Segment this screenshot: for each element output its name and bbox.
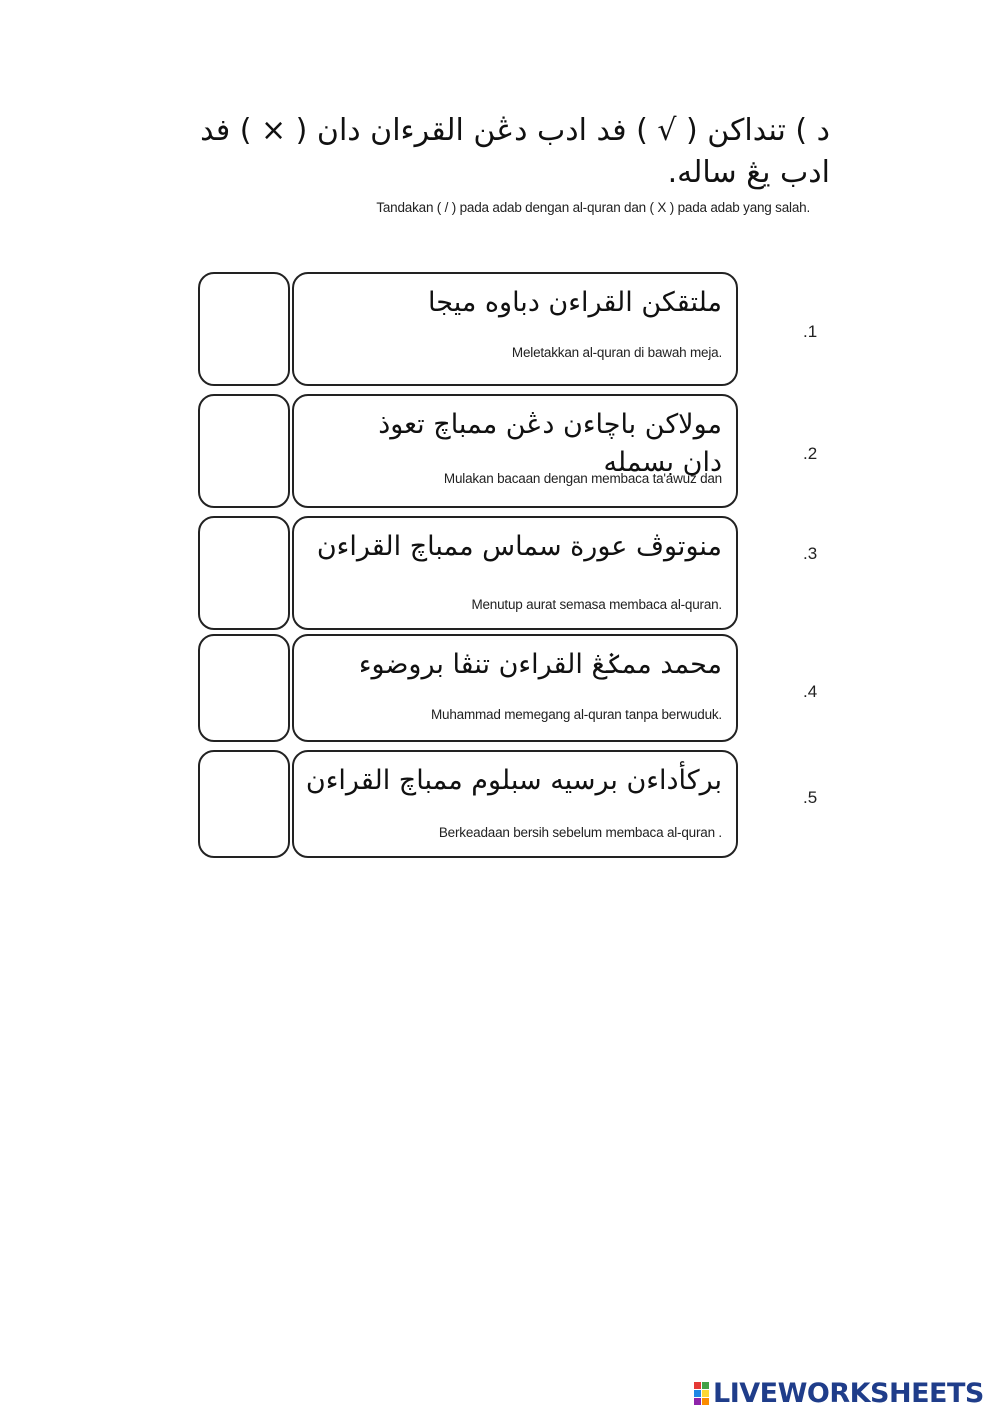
- question-row-2: [198, 394, 848, 508]
- question-box-2: [292, 394, 738, 508]
- question-jawi-4: محمد ممݢڠ القراءن تنڤا بروضوء: [358, 649, 722, 680]
- question-number-5: .5: [803, 788, 818, 807]
- logo-square: [702, 1382, 709, 1389]
- answer-box-4[interactable]: [198, 634, 290, 742]
- question-number-3: .3: [803, 544, 818, 563]
- question-box-4: [292, 634, 738, 742]
- question-malay-4: Muhammad memegang al-quran tanpa berwuduk.: [430, 707, 722, 722]
- question-number-1: .1: [803, 322, 818, 341]
- question-row-3: [198, 516, 848, 630]
- question-jawi-5: برکأداءن برسيه سبلوم ممباچ القراءن: [305, 765, 722, 796]
- logo-square: [702, 1398, 709, 1405]
- question-row-1: [198, 272, 848, 386]
- instruction-malay: Tandakan ( / ) pada adab dengan al-quran dan ( X ) pada adab yang salah.: [376, 200, 810, 215]
- answer-box-2[interactable]: [198, 394, 290, 508]
- question-row-5: [198, 750, 848, 864]
- answer-box-1[interactable]: [198, 272, 290, 386]
- logo-square: [694, 1382, 701, 1389]
- question-row-4: [198, 634, 848, 748]
- logo-text: LIVEWORKSHEETS: [713, 1377, 984, 1409]
- question-number-4: .4: [803, 682, 818, 701]
- question-jawi-3: منوتوڤ عورة سماس ممباچ القراءن: [316, 531, 722, 562]
- logo-square: [694, 1390, 701, 1397]
- logo-square: [694, 1398, 701, 1405]
- liveworksheets-logo: [694, 1378, 984, 1408]
- question-jawi-2: مولاکن باچاءن دڠن ممباچ تعوذ دان بسمله: [378, 409, 722, 478]
- question-malay-3: Menutup aurat semasa membaca al-quran.: [471, 597, 722, 612]
- question-malay-5: Berkeadaan bersih sebelum membaca al-quran .: [438, 825, 722, 840]
- answer-box-3[interactable]: [198, 516, 290, 630]
- instruction-jawi: د ) تنداکن ( √ ) فد ادب دڠن القرءان دان ( × ) فد ادب يڠ ساله.: [200, 113, 830, 190]
- question-jawi-1: ملتقکن القراءن دباوه ميجا: [428, 287, 722, 318]
- question-box-5: [292, 750, 738, 858]
- logo-icon: [694, 1382, 709, 1405]
- logo-square: [702, 1390, 709, 1397]
- answer-box-5[interactable]: [198, 750, 290, 858]
- question-malay-2: Mulakan bacaan dengan membaca ta'awuz dan: [443, 471, 722, 486]
- question-box-3: [292, 516, 738, 630]
- question-malay-1: Meletakkan al-quran di bawah meja.: [511, 345, 722, 360]
- question-box-1: [292, 272, 738, 386]
- question-number-2: .2: [803, 444, 818, 463]
